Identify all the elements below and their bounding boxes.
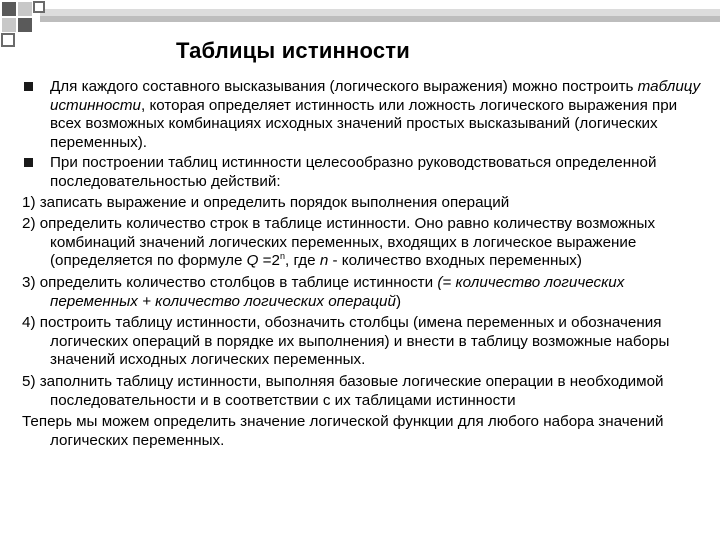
step-2-var-q: Q <box>246 252 259 270</box>
bullet-procedure-intro <box>22 154 712 191</box>
bullet-2-text: При построении таблиц истинности целесообразно руководствоваться определенной последовательностью действий: <box>50 154 657 190</box>
slide-content <box>22 78 712 453</box>
bullet-1-text-start: Для каждого составного высказывания (логического выражения) можно построить <box>50 78 638 95</box>
step-2-var-n: n <box>319 252 329 270</box>
header-bar-light <box>40 9 720 16</box>
deco-square-3 <box>18 18 32 32</box>
step-3-text-end: ) <box>395 292 402 310</box>
step-2-exponent: n <box>280 251 286 262</box>
bullet-1-text-end: , которая определяет истинность или ложность логического выражения при всех возможных комбинациях исходных значений простых высказываний (логических переменных). <box>50 96 678 151</box>
step-2-eq: =2 <box>258 252 280 270</box>
deco-square-6 <box>2 34 14 46</box>
deco-square-5 <box>34 2 44 12</box>
deco-square-2 <box>18 2 32 16</box>
step-2-text-start: 2) определить количество строк в таблице истинности. Оно равно количеству возможных комбинаций значений логических переменных, входящих в логическое выражение (определяется по формуле <box>22 215 656 270</box>
deco-square-4 <box>2 18 16 32</box>
step-3-emphasis: (= количество логических переменных + количество логических операций <box>50 273 625 310</box>
step-2-mid: , где <box>285 252 320 270</box>
step-5: 5) заполнить таблицу истинности, выполняя базовые логические операции в необходимой последовательности и в соответствии с их таблицами истинности <box>22 372 664 409</box>
slide-title: Таблицы истинности <box>176 38 411 63</box>
step-4: 4) построить таблицу истинности, обозначить столбцы (имена переменных и обозначения логических операций в порядке их выполнения) и внести в таблицу возможные наборы значений исходных логических переменных. <box>22 314 670 369</box>
bullet-truth-table-definition <box>22 78 712 152</box>
bullet-1-emphasis: таблицу истинности <box>50 78 701 114</box>
square-bullet-icon <box>24 158 33 167</box>
deco-square-1 <box>2 2 16 16</box>
final-note: Теперь мы можем определить значение логической функции для любого набора значений логических переменных. <box>22 413 664 449</box>
square-bullet-icon <box>24 82 33 91</box>
step-3 <box>22 274 712 311</box>
step-3-text-start: 3) определить количество столбцов в таблице истинности <box>22 273 438 291</box>
header-bar-mid <box>40 16 720 22</box>
step-1: 1) записать выражение и определить порядок выполнения операций <box>22 193 510 211</box>
step-2 <box>22 215 712 271</box>
step-2-text-end: - количество входных переменных) <box>328 252 582 270</box>
